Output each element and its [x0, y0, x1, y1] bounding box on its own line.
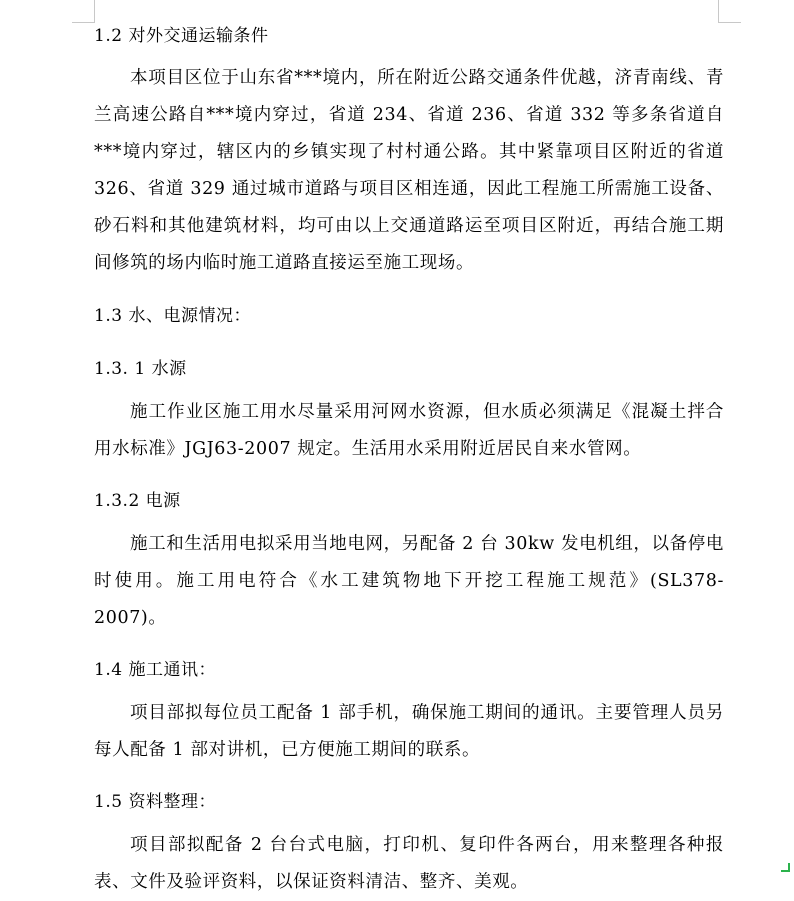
- section-heading-documentation: 1.5 资料整理：: [94, 792, 216, 812]
- section-heading-transport: 1.2 对外交通运输条件: [94, 26, 269, 46]
- section-heading-communication: 1.4 施工通讯：: [94, 660, 216, 680]
- green-corner-mark-icon: [780, 862, 790, 872]
- paragraph-communication: 项目部拟每位员工配备 1 部手机，确保施工期间的通讯。主要管理人员另每人配备 1 部对讲机，已方便施工期间的联系。: [94, 703, 724, 760]
- document-body: [94, 18, 724, 901]
- paragraph-power-source: 施工和生活用电拟采用当地电网，另配备 2 台 30kw 发电机组，以备停电时使用。施工用电符合《水工建筑物地下开挖工程施工规范》(SL378-2007)。: [94, 534, 724, 628]
- section-heading-water-power: 1.3 水、电源情况：: [94, 306, 251, 326]
- paragraph-water-source: 施工作业区施工用水尽量采用河网水资源，但水质必须满足《混凝土拌合用水标准》JGJ63-2007 规定。生活用水采用附近居民自来水管网。: [94, 402, 724, 459]
- section-heading-water-source: 1.3. 1 水源: [94, 359, 187, 379]
- paragraph-documentation: 项目部拟配备 2 台台式电脑，打印机、复印件各两台，用来整理各种报表、文件及验评资料，以保证资料清洁、整齐、美观。: [94, 835, 724, 892]
- section-heading-power-source: 1.3.2 电源: [94, 491, 181, 511]
- crop-mark-top-left: [72, 0, 95, 23]
- paragraph-transport: 本项目区位于山东省***境内，所在附近公路交通条件优越，济青南线、青兰高速公路自***境内穿过，省道 234、省道 236、省道 332 等多条省道自***境内穿过，辖区内的乡镇实现了村村通公路。其中紧靠项目区附近的省道 326、省道 329 通过城市道路与项目区相连通，因此工程施工所需施工设备、砂石料和其他建筑材料，均可由以上交通道路运至项目区附近，再结合施工期间修筑的场内临时施工道路直接运至施工现场。: [94, 68, 724, 273]
